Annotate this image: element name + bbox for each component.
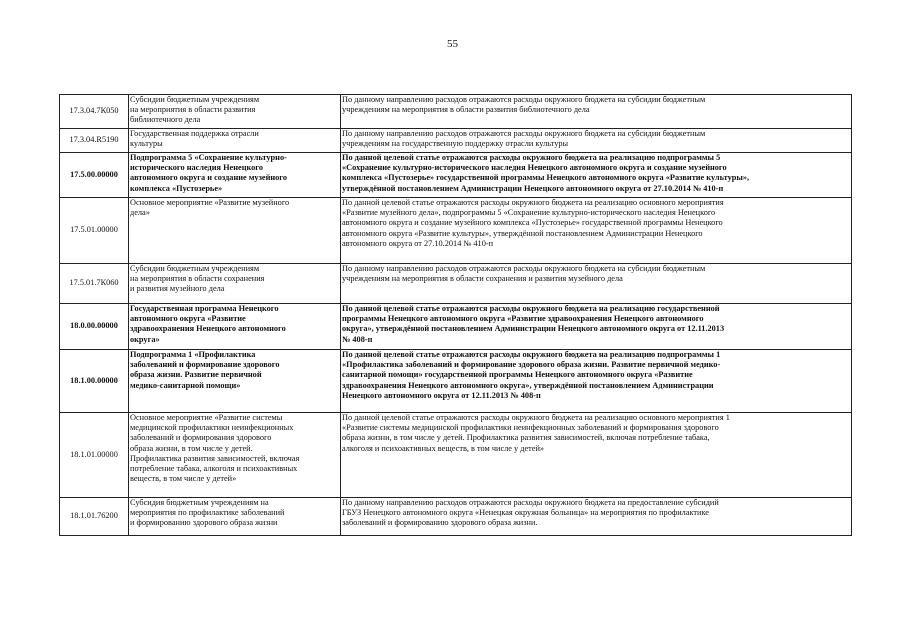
row-code: 17.3.04.7К050 xyxy=(60,95,129,129)
table-row xyxy=(60,350,852,413)
row-description: По данному направлению расходов отражаются расходы окружного бюджета на субсидии бюджетным учреждениям на государственную поддержку отрасли культуры xyxy=(341,129,852,153)
table-row xyxy=(60,95,852,129)
row-code: 17.5.01.00000 xyxy=(60,198,129,264)
table-row xyxy=(60,413,852,498)
row-name: Субсидия бюджетным учреждениям на мероприятия по профилактике заболеваний и формированию здорового образа жизни xyxy=(129,498,341,536)
row-code: 18.1.00.00000 xyxy=(60,350,129,413)
row-description: По данной целевой статье отражаются расходы окружного бюджета на реализацию подпрограммы 1 «Профилактика заболеваний и формирование здорового образа жизни. Развитие первичной медико- санитарной помощи» государственной программы Ненецкого автономного округа «Развитие здравоохранения Ненецкого автономного округа», утверждённой постановлением Администрации Ненецкого автономного округа от 12.11.2013 № 408-п xyxy=(341,350,852,413)
row-code: 17.5.00.00000 xyxy=(60,153,129,198)
table-row xyxy=(60,129,852,153)
row-description: По данной целевой статье отражаются расходы окружного бюджета на реализацию основного мероприятия 1 «Развитие системы медицинской профилактики неинфекционных заболеваний и формирования здорового образа жизни, в том числе у детей. Профилактика развития зависимостей, включая потребление табака, алкоголя и психоактивных веществ, в том числе у детей» xyxy=(341,413,852,498)
row-code: 18.1.01.00000 xyxy=(60,413,129,498)
budget-classification-table xyxy=(59,94,852,536)
table-row xyxy=(60,198,852,264)
row-description: По данному направлению расходов отражаются расходы окружного бюджета на предоставление субсидий ГБУЗ Ненецкого автономного округа «Ненецкая окружная больница» на мероприятия по профилактике заболеваний и формированию здорового образа жизни. xyxy=(341,498,852,536)
page-number: 55 xyxy=(447,38,458,50)
row-description: По данной целевой статье отражаются расходы окружного бюджета на реализацию подпрограммы 5 «Сохранение культурно-исторического наследия Ненецкого автономного округа и создание музейного комплекса «Пустозерье» государственной программы Ненецкого автономного округа «Развитие культуры», утверждённой постановлением Администрации Ненецкого автономного округа от 27.10.2014 № 410-п xyxy=(341,153,852,198)
table-row xyxy=(60,304,852,350)
row-code: 17.5.01.7К060 xyxy=(60,264,129,304)
row-name: Государственная программа Ненецкого автономного округа «Развитие здравоохранения Ненецкого автономного округа» xyxy=(129,304,341,350)
row-name: Субсидии бюджетным учреждениям на мероприятия в области развития библиотечного дела xyxy=(129,95,341,129)
row-code: 17.3.04.R5190 xyxy=(60,129,129,153)
row-name: Государственная поддержка отрасли культуры xyxy=(129,129,341,153)
table-body xyxy=(60,95,852,536)
row-name: Основное мероприятие «Развитие системы медицинской профилактики неинфекционных заболеваний и формирования здорового образа жизни, в том числе у детей. Профилактика развития зависимостей, включая потребление табака, алкоголя и психоактивных веществ, в том числе у детей» xyxy=(129,413,341,498)
row-code: 18.1.01.76200 xyxy=(60,498,129,536)
table-row xyxy=(60,264,852,304)
row-name: Субсидии бюджетным учреждениям на мероприятия в области сохранения и развития музейного дела xyxy=(129,264,341,304)
row-description: По данному направлению расходов отражаются расходы окружного бюджета на субсидии бюджетным учреждениям на мероприятия в области сохранения и развития музейного дела xyxy=(341,264,852,304)
row-description: По данному направлению расходов отражаются расходы окружного бюджета на субсидии бюджетным учреждениям на мероприятия в области развития библиотечного дела xyxy=(341,95,852,129)
row-name: Подпрограмма 5 «Сохранение культурно- исторического наследия Ненецкого автономного округа и создание музейного комплекса «Пустозерье» xyxy=(129,153,341,198)
row-name: Основное мероприятие «Развитие музейного дела» xyxy=(129,198,341,264)
row-code: 18.0.00.00000 xyxy=(60,304,129,350)
row-description: По данной целевой статье отражаются расходы окружного бюджета на реализацию основного мероприятия «Развитие музейного дела», подпрограммы 5 «Сохранение культурно-исторического наследия Ненецкого автономного округа и создание музейного комплекса «Пустозерье» государственной программы Ненецкого автономного округа «Развитие культуры», утверждённой постановлением Администрации Ненецкого автономного округа от 27.10.2014 № 410-п xyxy=(341,198,852,264)
table-row xyxy=(60,498,852,536)
row-description: По данной целевой статье отражаются расходы окружного бюджета на реализацию государственной программы Ненецкого автономного округа «Развитие здравоохранения Ненецкого автономного округа», утверждённой постановлением Администрации Ненецкого автономного округа от 12.11.2013 № 408-п xyxy=(341,304,852,350)
table-row xyxy=(60,153,852,198)
row-name: Подпрограмма 1 «Профилактика заболеваний и формирование здорового образа жизни. Развитие первичной медико-санитарной помощи» xyxy=(129,350,341,413)
